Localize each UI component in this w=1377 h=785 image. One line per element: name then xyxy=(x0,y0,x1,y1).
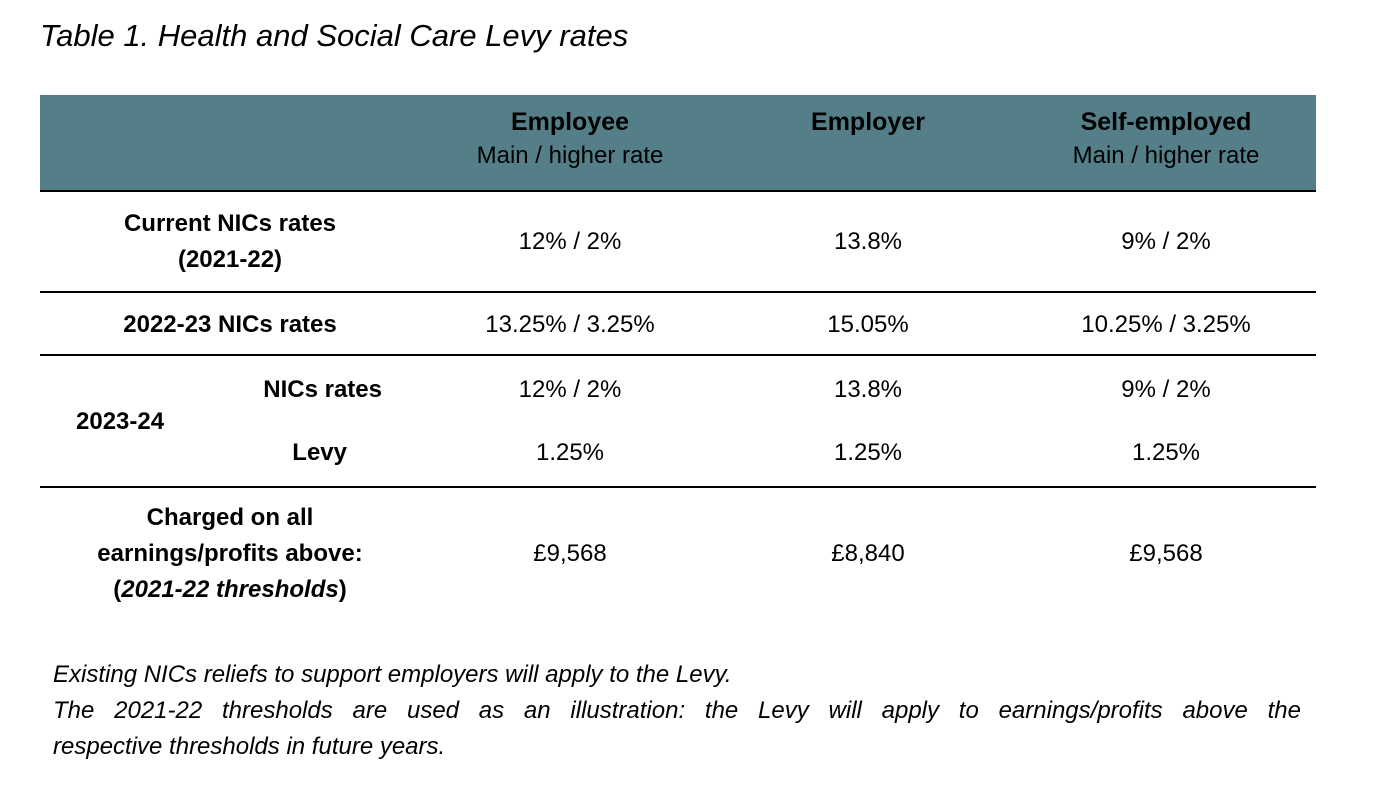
row-label-charged-line1: Charged on all xyxy=(146,504,314,531)
header-employee xyxy=(470,105,670,173)
cell-charged-employer: £8,840 xyxy=(831,540,905,567)
header-self-employed xyxy=(1066,105,1266,173)
header-employer-title: Employer xyxy=(811,108,925,136)
cell-2023-levy-self-employed: 1.25% xyxy=(1131,439,1201,466)
cell-2023-levy-employer: 1.25% xyxy=(833,439,903,466)
divider xyxy=(40,190,1316,192)
note-line-1: Existing NICs reliefs to support employers will apply to the Levy. xyxy=(53,661,732,688)
row-label-2022-23: 2022-23 NICs rates xyxy=(123,311,337,338)
row-label-current xyxy=(80,206,380,278)
cell-current-employee: 12% / 2% xyxy=(518,228,622,255)
cell-2023-nics-employee: 12% / 2% xyxy=(518,376,622,403)
divider xyxy=(40,291,1316,293)
cell-2022-employer: 15.05% xyxy=(827,311,909,338)
note-line-2: The 2021-22 thresholds are used as an illustration: the Levy will apply to earnings/profits above the xyxy=(53,697,1301,724)
row-label-charged-line2: earnings/profits above: xyxy=(97,540,363,567)
cell-2022-employee: 13.25% / 3.25% xyxy=(485,311,655,338)
header-employee-title: Employee xyxy=(510,108,630,136)
cell-charged-self-employed: £9,568 xyxy=(1129,540,1203,567)
row-label-current-line2: (2021-22) xyxy=(177,246,283,273)
header-employer xyxy=(768,105,968,139)
cell-2023-nics-self-employed: 9% / 2% xyxy=(1121,376,1211,403)
header-self-employed-title: Self-employed xyxy=(1080,108,1252,136)
cell-2022-self-employed: 10.25% / 3.25% xyxy=(1081,311,1251,338)
header-employee-sub: Main / higher rate xyxy=(476,142,664,169)
divider xyxy=(40,486,1316,488)
header-self-employed-sub: Main / higher rate xyxy=(1072,142,1260,169)
row-label-2023-year: 2023-24 xyxy=(76,408,165,435)
row-label-charged-line3 xyxy=(60,572,400,608)
row-label-charged xyxy=(60,500,400,608)
row-label-2023-levy: Levy xyxy=(292,439,347,466)
cell-charged-employee: £9,568 xyxy=(533,540,607,567)
divider xyxy=(40,354,1316,356)
row-label-2023-nics: NICs rates xyxy=(263,376,382,403)
cell-2023-nics-employer: 13.8% xyxy=(833,376,903,403)
paren-open: ( xyxy=(113,576,122,603)
cell-current-employer: 13.8% xyxy=(833,228,903,255)
paren-close: ) xyxy=(338,576,347,603)
cell-2023-levy-employee: 1.25% xyxy=(535,439,605,466)
row-label-current-line1: Current NICs rates xyxy=(123,210,337,237)
note-line-3: respective thresholds in future years. xyxy=(53,733,446,760)
table-title: Table 1. Health and Social Care Levy rates xyxy=(40,18,629,53)
table-notes xyxy=(53,657,1301,765)
thresholds-label: 2021-22 thresholds xyxy=(121,576,339,603)
table-header xyxy=(40,95,1316,190)
cell-current-self-employed: 9% / 2% xyxy=(1121,228,1211,255)
